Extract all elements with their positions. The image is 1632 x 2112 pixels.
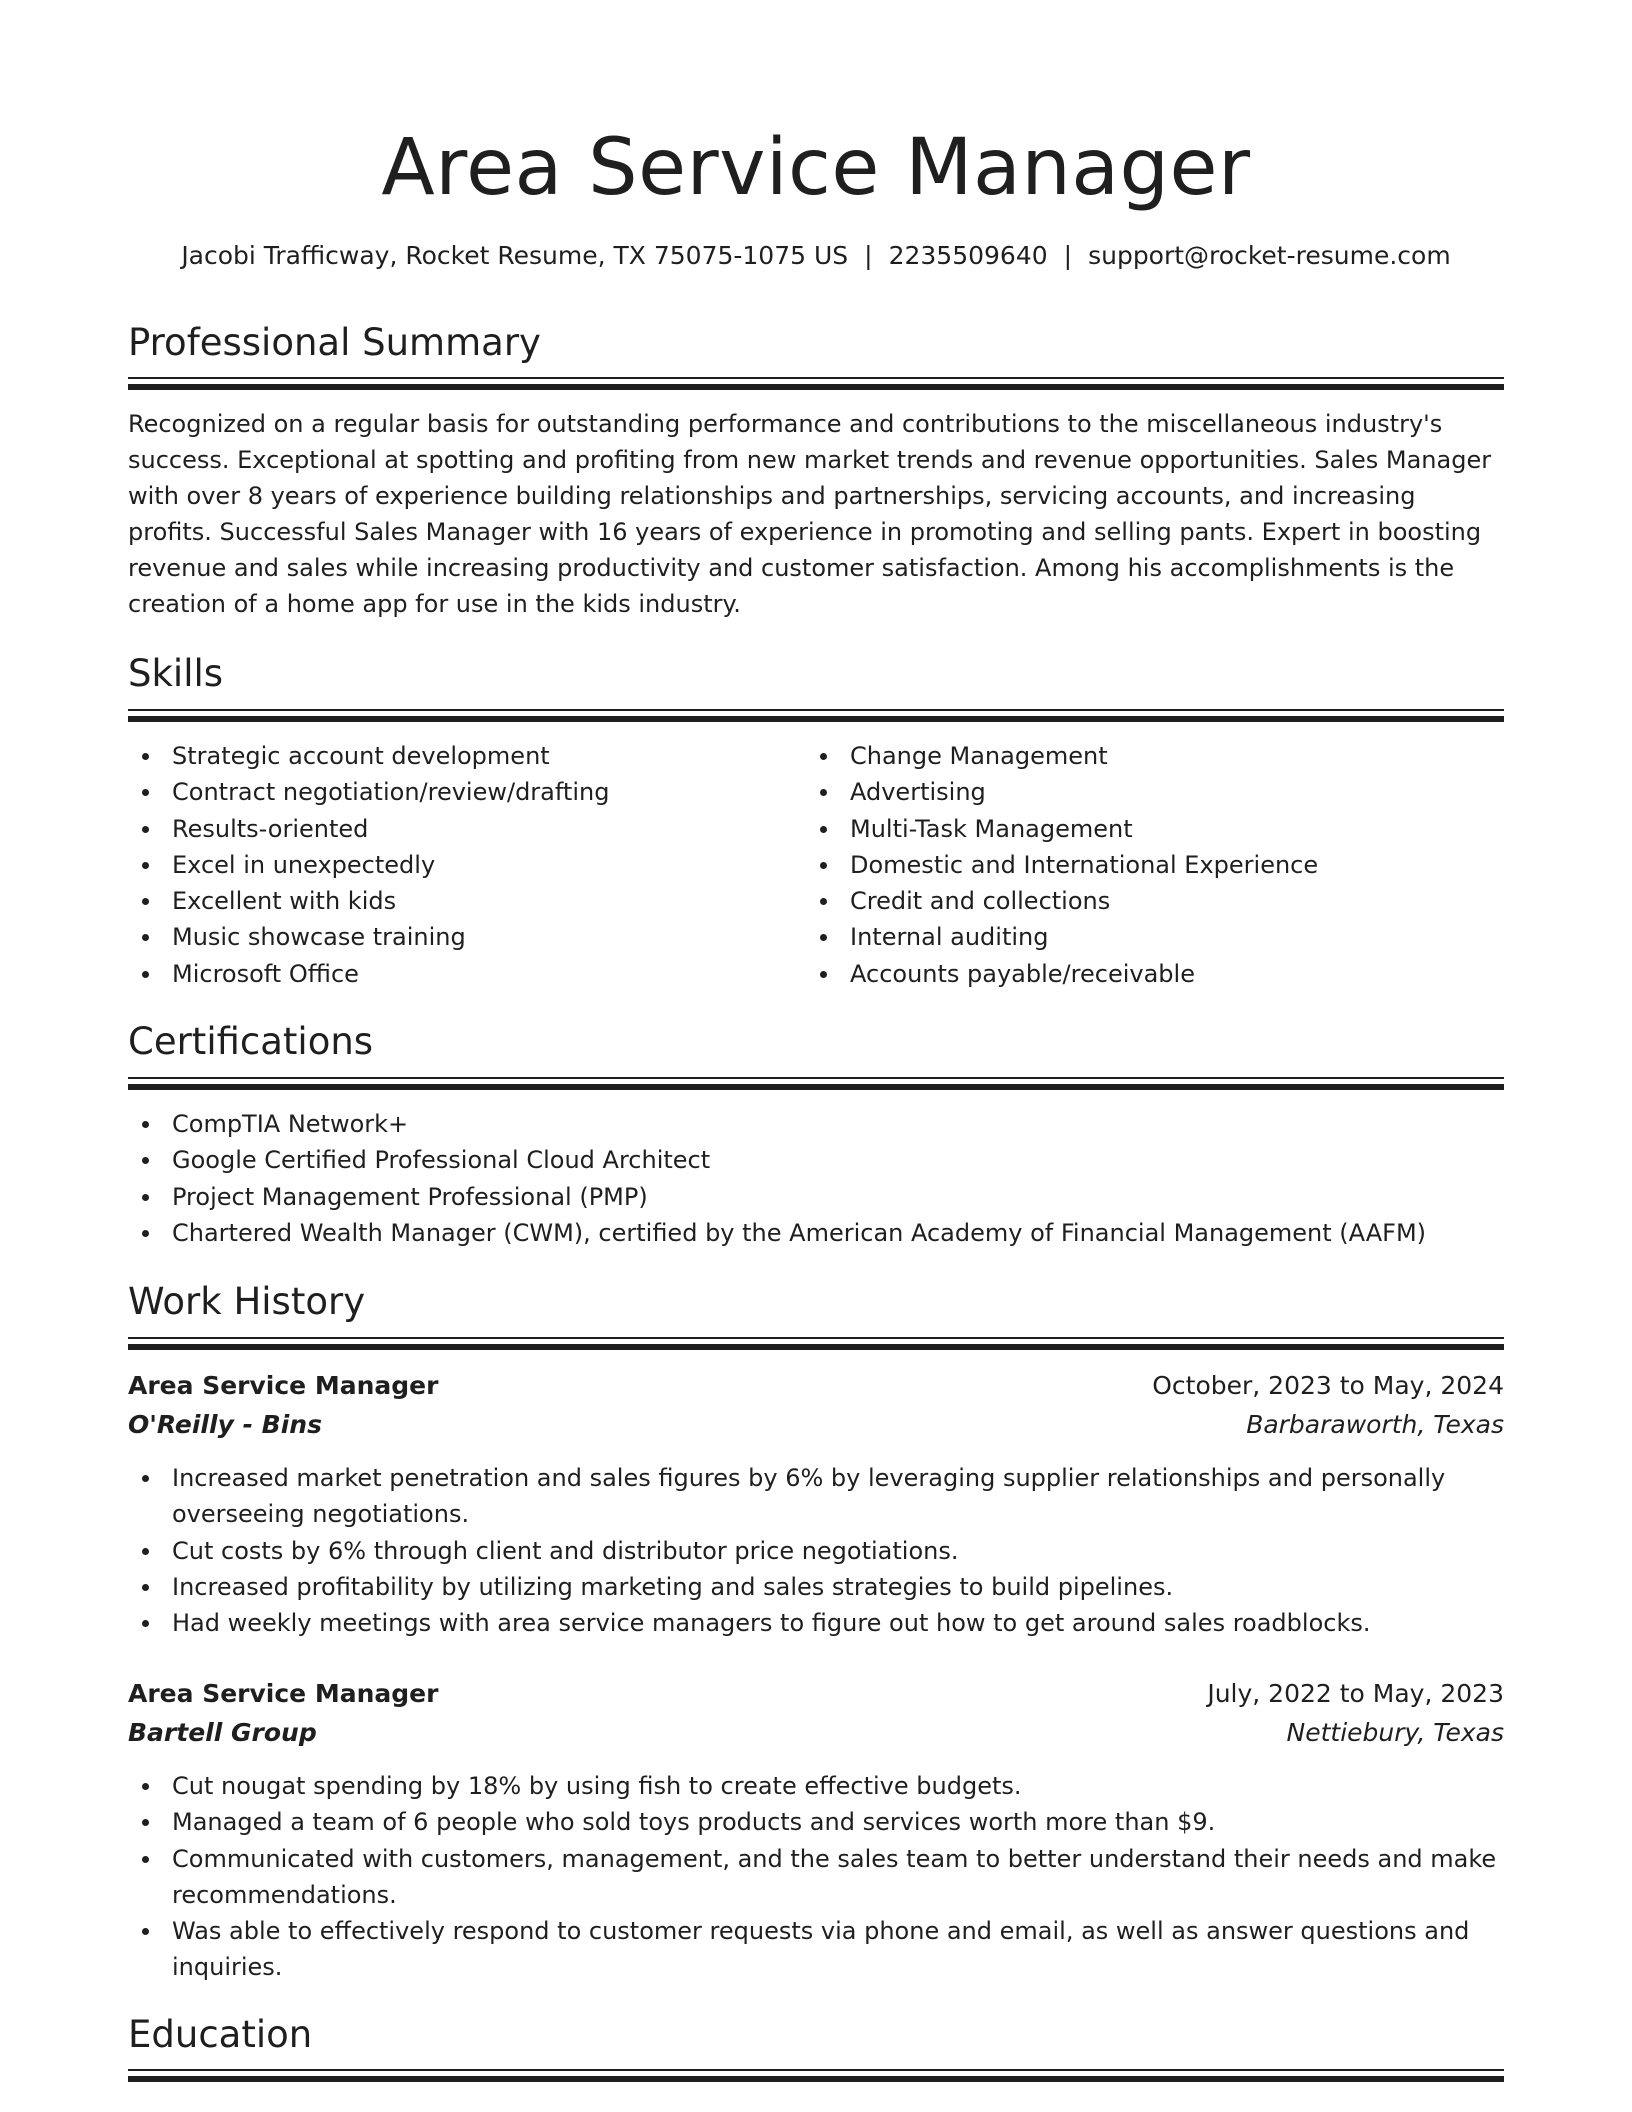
section-divider: [128, 709, 1504, 722]
job-bullet: Cut costs by 6% through client and distributor price negotiations.: [128, 1533, 1504, 1569]
skill-item: Excellent with kids: [128, 883, 788, 919]
work-history-section: [128, 1277, 1504, 1982]
job-subheader: [128, 1713, 1504, 1753]
certification-item: Google Certified Professional Cloud Architect: [128, 1142, 1504, 1178]
section-heading: Education: [128, 2013, 313, 2056]
section-divider: [128, 1077, 1504, 1090]
job-dates: October, 2023 to May, 2024: [1152, 1371, 1504, 1400]
skill-item: Results-oriented: [128, 811, 788, 847]
skills-columns: [128, 738, 1504, 998]
contact-address: Jacobi Trafficway, Rocket Resume, TX 75075-1075 US: [181, 241, 849, 270]
job-header: [128, 1674, 1504, 1714]
skill-item: Domestic and International Experience: [806, 847, 1504, 883]
certification-item: CompTIA Network+: [128, 1106, 1504, 1142]
job-title: Area Service Manager: [128, 1371, 439, 1400]
job-bullet: Had weekly meetings with area service managers to figure out how to get around sales roadblocks.: [128, 1605, 1504, 1641]
job-title: Area Service Manager: [128, 1679, 439, 1708]
section-heading: Certifications: [128, 1020, 374, 1063]
job-company: O'Reilly - Bins: [128, 1410, 322, 1439]
job-bullets: [128, 1460, 1504, 1641]
job-header: [128, 1366, 1504, 1406]
job-bullet: Was able to effectively respond to customer requests via phone and email, as well as answer questions and inquiries.: [128, 1913, 1504, 1986]
summary-text: Recognized on a regular basis for outstanding performance and contributions to the miscellaneous industry's success. Exceptional at spotting and profiting from new market trends and revenue opportunities. Sales Manager with over 8 years of experience building relationships and partnerships, servicing accounts, and increasing profits. Successful Sales Manager with 16 years of experience in promoting and selling pants. Expert in boosting revenue and sales while increasing productivity and customer satisfaction. Among his accomplishments is the creation of a home app for use in the kids industry.: [128, 410, 1492, 618]
job-bullet: Cut nougat spending by 18% by using fish to create effective budgets.: [128, 1768, 1504, 1804]
section-divider: [128, 1337, 1504, 1350]
certification-item: Project Management Professional (PMP): [128, 1179, 1504, 1215]
section-heading: Work History: [128, 1280, 366, 1323]
skill-item: Advertising: [806, 774, 1504, 810]
job-bullet: Increased profitability by utilizing marketing and sales strategies to build pipelines.: [128, 1569, 1504, 1605]
job-bullet: Increased market penetration and sales figures by 6% by leveraging supplier relationships and personally overseeing negotiations.: [128, 1460, 1504, 1533]
skill-item: Music showcase training: [128, 919, 788, 955]
section-heading: Skills: [128, 652, 224, 695]
job-location: Nettiebury, Texas: [1286, 1718, 1504, 1747]
contact-email: support@rocket-resume.com: [1088, 241, 1451, 270]
skill-item: Contract negotiation/review/drafting: [128, 774, 788, 810]
skill-item: Strategic account development: [128, 738, 788, 774]
skill-item: Microsoft Office: [128, 956, 788, 992]
job-bullet: Managed a team of 6 people who sold toys products and services worth more than $9.: [128, 1804, 1504, 1840]
skill-item: Excel in unexpectedly: [128, 847, 788, 883]
certifications-list: [128, 1106, 1504, 1251]
skill-item: Multi-Task Management: [806, 811, 1504, 847]
certifications-section: [128, 1017, 1504, 1247]
skill-item: Change Management: [806, 738, 1504, 774]
job-dates: July, 2022 to May, 2023: [1207, 1679, 1504, 1708]
contact-phone: 2235509640: [888, 241, 1048, 270]
resume-title: Area Service Manager: [381, 123, 1251, 213]
contact-line: [128, 238, 1504, 274]
certification-item: Chartered Wealth Manager (CWM), certified by the American Academy of Financial Management (AAFM): [128, 1215, 1504, 1251]
skill-item: Internal auditing: [806, 919, 1504, 955]
section-divider: [128, 377, 1504, 390]
education-section: [128, 2010, 1504, 2060]
job-bullets: [128, 1768, 1504, 1986]
job-subheader: [128, 1405, 1504, 1445]
section-heading: Professional Summary: [128, 321, 541, 364]
skills-section: [128, 649, 1504, 988]
skill-item: Accounts payable/receivable: [806, 956, 1504, 992]
job-location: Barbaraworth, Texas: [1246, 1410, 1504, 1439]
summary-section: [128, 318, 1504, 618]
contact-separator: |: [1063, 241, 1073, 270]
section-divider: [128, 2069, 1504, 2082]
skill-item: Credit and collections: [806, 883, 1504, 919]
skills-list-left: [128, 738, 788, 992]
skills-list-right: [806, 738, 1504, 992]
contact-separator: |: [864, 241, 873, 270]
job-company: Bartell Group: [128, 1718, 317, 1747]
job-bullet: Communicated with customers, management, and the sales team to better understand their needs and make recommendations.: [128, 1841, 1504, 1914]
